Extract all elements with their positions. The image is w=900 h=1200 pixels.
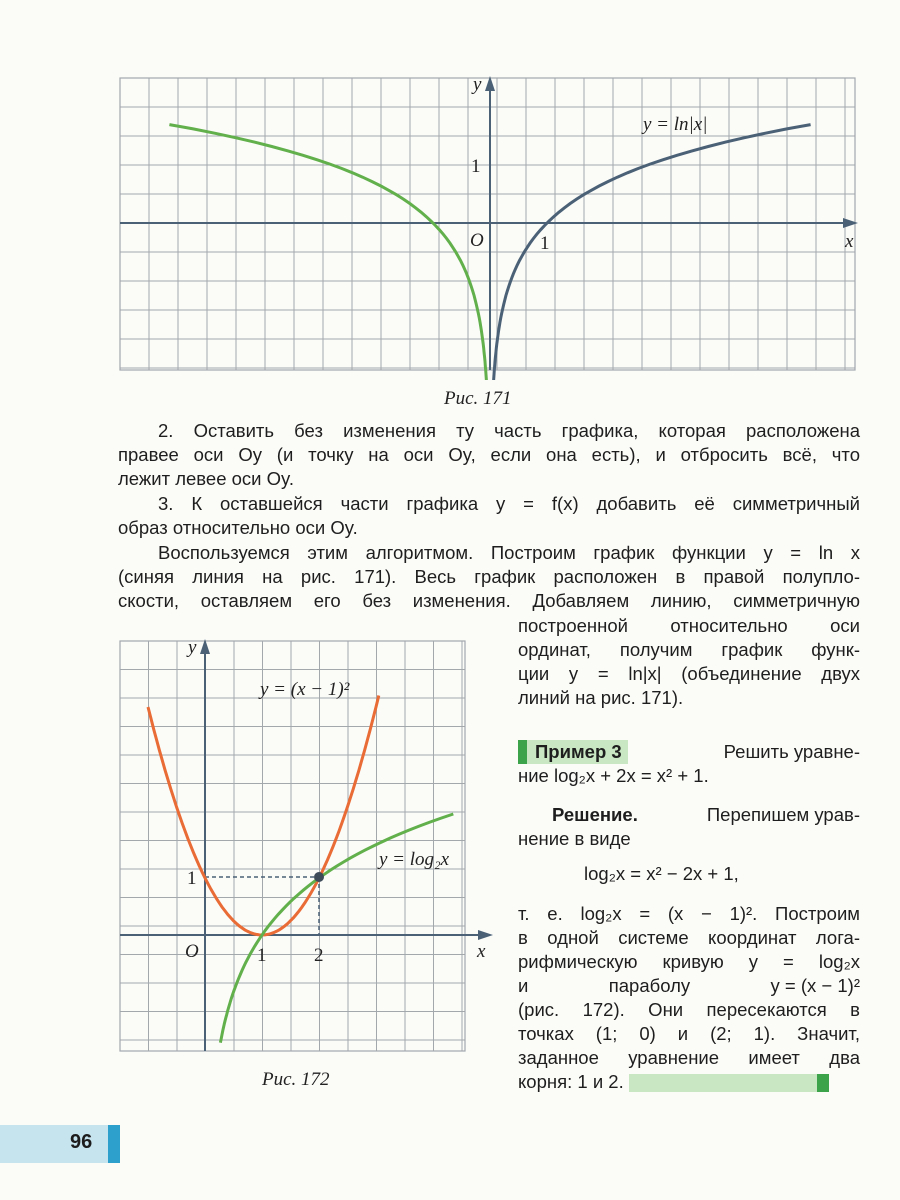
solution-body-line-4a: и (518, 975, 529, 996)
p2-line-3: лежит левее оси Oy. (118, 468, 295, 489)
x-tick-2-172: 2 (314, 945, 324, 966)
x-tick-1-171: 1 (540, 233, 550, 254)
solution-body-line-5: (рис. 172). Они пересекаются в (518, 999, 860, 1020)
figure-172 (115, 633, 495, 1058)
p4-line-3: скости, оставляем его без изменения. Добавляем линию, симметричную (118, 590, 860, 611)
p4-line-1: Воспользуемся этим алгоритмом. Построим график функции y = ln x (158, 542, 860, 563)
example-3-line-2: ние log₂x + 2x = x² + 1. (518, 765, 709, 786)
origin-label-172: O (185, 941, 199, 962)
page-number-tab-accent (108, 1125, 120, 1163)
x-axis-label-171: x (845, 231, 854, 252)
solution-body (518, 902, 860, 1094)
x-tick-1-172: 1 (257, 945, 267, 966)
y-tick-1-171: 1 (471, 156, 481, 177)
solution-body-line-3: рифмическую кривую y = log₂x (518, 951, 860, 972)
solution-body-line-6: точках (1; 0) и (2; 1). Значит, (518, 1023, 860, 1044)
p2-line-1: 2. Оставить без изменения ту часть графика, которая расположена (158, 420, 860, 441)
figure-171 (115, 70, 865, 380)
grid-border (120, 641, 465, 1051)
example-end-bar (629, 1074, 829, 1092)
paragraph-algorithm-right (518, 614, 860, 710)
figure-171-caption: Рис. 171 (444, 388, 512, 409)
solution-body-line-1: т. е. log₂x = (x − 1)². Построим (518, 903, 860, 924)
solution-line-2: нение в виде (518, 828, 631, 849)
parabola-curve (148, 696, 379, 936)
x-axis-label-172: x (477, 941, 486, 962)
example-3 (518, 740, 860, 788)
paragraph-step-3 (118, 492, 860, 540)
grid-172 (120, 641, 465, 1051)
solution-body-line-7: заданное уравнение имеет два (518, 1047, 860, 1068)
p3-line-1: 3. К оставшейся части графика y = f(x) добавить её симметричный (158, 493, 860, 514)
page-number-tab (0, 1125, 118, 1163)
example-3-line-1: Решить уравне- (723, 741, 860, 762)
solution-label: Решение. (552, 804, 638, 825)
y-axis-label-171: y (473, 74, 482, 95)
log2-label: y = log₂x (379, 849, 450, 870)
solution-body-line-4c: y = (x − 1)² (770, 975, 860, 996)
solution (518, 803, 860, 851)
p4-line-7: линий на рис. 171). (518, 687, 684, 708)
solution-body-line-4b: параболу (608, 975, 691, 996)
p4-line-4: построенной относительно оси (518, 615, 860, 636)
paragraph-algorithm (118, 541, 860, 613)
solution-body-line-8: корня: 1 и 2. (518, 1071, 624, 1092)
ln-x-label: y = ln|x| (643, 114, 708, 135)
parabola-label: y = (x − 1)² (260, 679, 350, 700)
paragraph-step-2 (118, 419, 860, 491)
p4-line-6: ции y = ln|x| (объединение двух (518, 663, 860, 684)
example-3-label: Пример 3 (518, 740, 628, 764)
solution-line-1: Перепишем урав- (706, 804, 860, 825)
figure-172-caption: Рис. 172 (262, 1069, 330, 1090)
x-axis-arrow-171 (843, 218, 858, 228)
x-axis-arrow-172 (478, 930, 493, 940)
p4-line-5: ординат, получим график функ- (518, 639, 860, 660)
solution-formula: log₂x = x² − 2x + 1, (584, 863, 739, 884)
solution-body-line-2: в одной системе координат лога- (518, 927, 860, 948)
p3-line-2: образ относительно оси Oy. (118, 517, 358, 538)
p2-line-2: правее оси Oy (и точку на оси Oy, если она есть), и отбросить всё, что (118, 444, 860, 465)
page-number: 96 (70, 1131, 93, 1153)
origin-label-171: O (470, 230, 484, 251)
intersection-point-2-1 (314, 872, 324, 882)
p4-line-2: (синяя линия на рис. 171). Весь график расположен в правой полупло- (118, 566, 860, 587)
y-tick-1-172: 1 (187, 868, 197, 889)
y-axis-label-172: y (188, 637, 197, 658)
